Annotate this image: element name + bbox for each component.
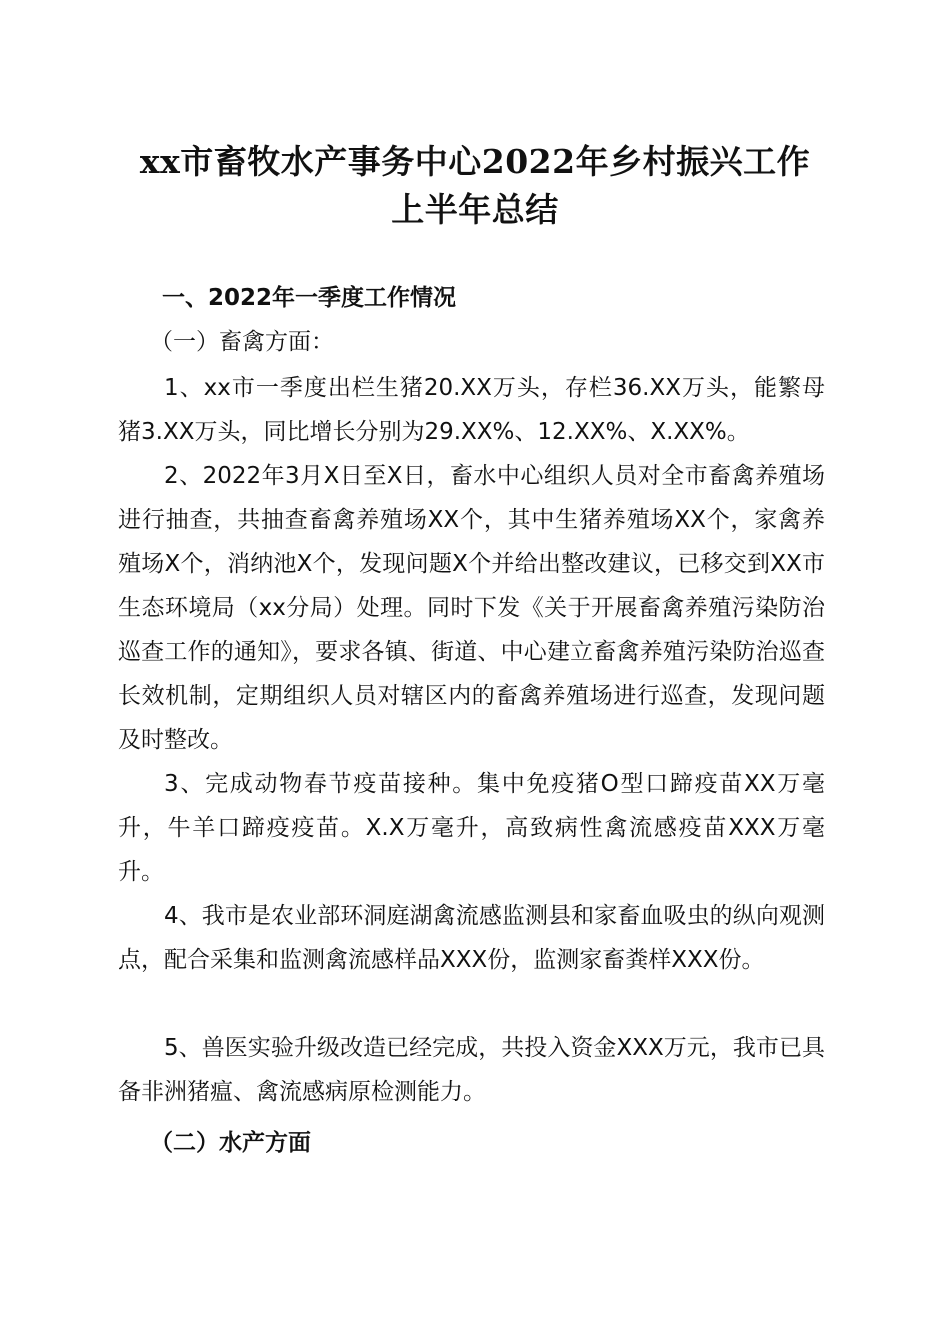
- paragraph-4: 4、我市是农业部环洞庭湖禽流感监测县和家畜血吸虫的纵向观测点，配合采集和监测禽流感样品XXX份，监测家畜粪样XXX份。: [118, 903, 825, 973]
- paragraph-1: 1、xx市一季度出栏生猪20.XX万头，存栏36.XX万头，能繁母猪3.XX万头，同比增长分别为29.XX%、12.XX%、X.XX%。: [118, 375, 825, 445]
- subsection-heading-livestock: （一）畜禽方面：: [150, 329, 334, 355]
- title-line-1: xx市畜牧水产事务中心2022年乡村振兴工作: [139, 142, 811, 181]
- title-line-2: 上半年总结: [391, 190, 559, 229]
- paragraph-2: 2、2022年3月X日至X日，畜水中心组织人员对全市畜禽养殖场进行抽查，共抽查畜禽养殖场XX个，其中生猪养殖场XX个，家禽养殖场X个，消纳池X个，发现问题X个并给出整改建议，已移交到XX市生态环境局（xx分局）处理。同时下发《关于开展畜禽养殖污染防治巡查工作的通知》，要求各镇、街道、中心建立畜禽养殖污染防治巡查长效机制，定期组织人员对辖区内的畜禽养殖场进行巡查，发现问题及时整改。: [118, 463, 825, 753]
- paragraph-5: 5、兽医实验升级改造已经完成，共投入资金XXX万元，我市已具备非洲猪瘟、禽流感病原检测能力。: [118, 1035, 825, 1105]
- document-title: [110, 138, 840, 234]
- paragraph-3: 3、完成动物春节疫苗接种。集中免疫猪O型口蹄疫苗XX万毫升，牛羊口蹄疫疫苗。X.X万毫升，高致病性禽流感疫苗XXX万毫升。: [118, 771, 825, 885]
- subsection-heading-aquatic: （二）水产方面: [150, 1130, 311, 1156]
- section-heading: 一、2022年一季度工作情况: [162, 285, 457, 311]
